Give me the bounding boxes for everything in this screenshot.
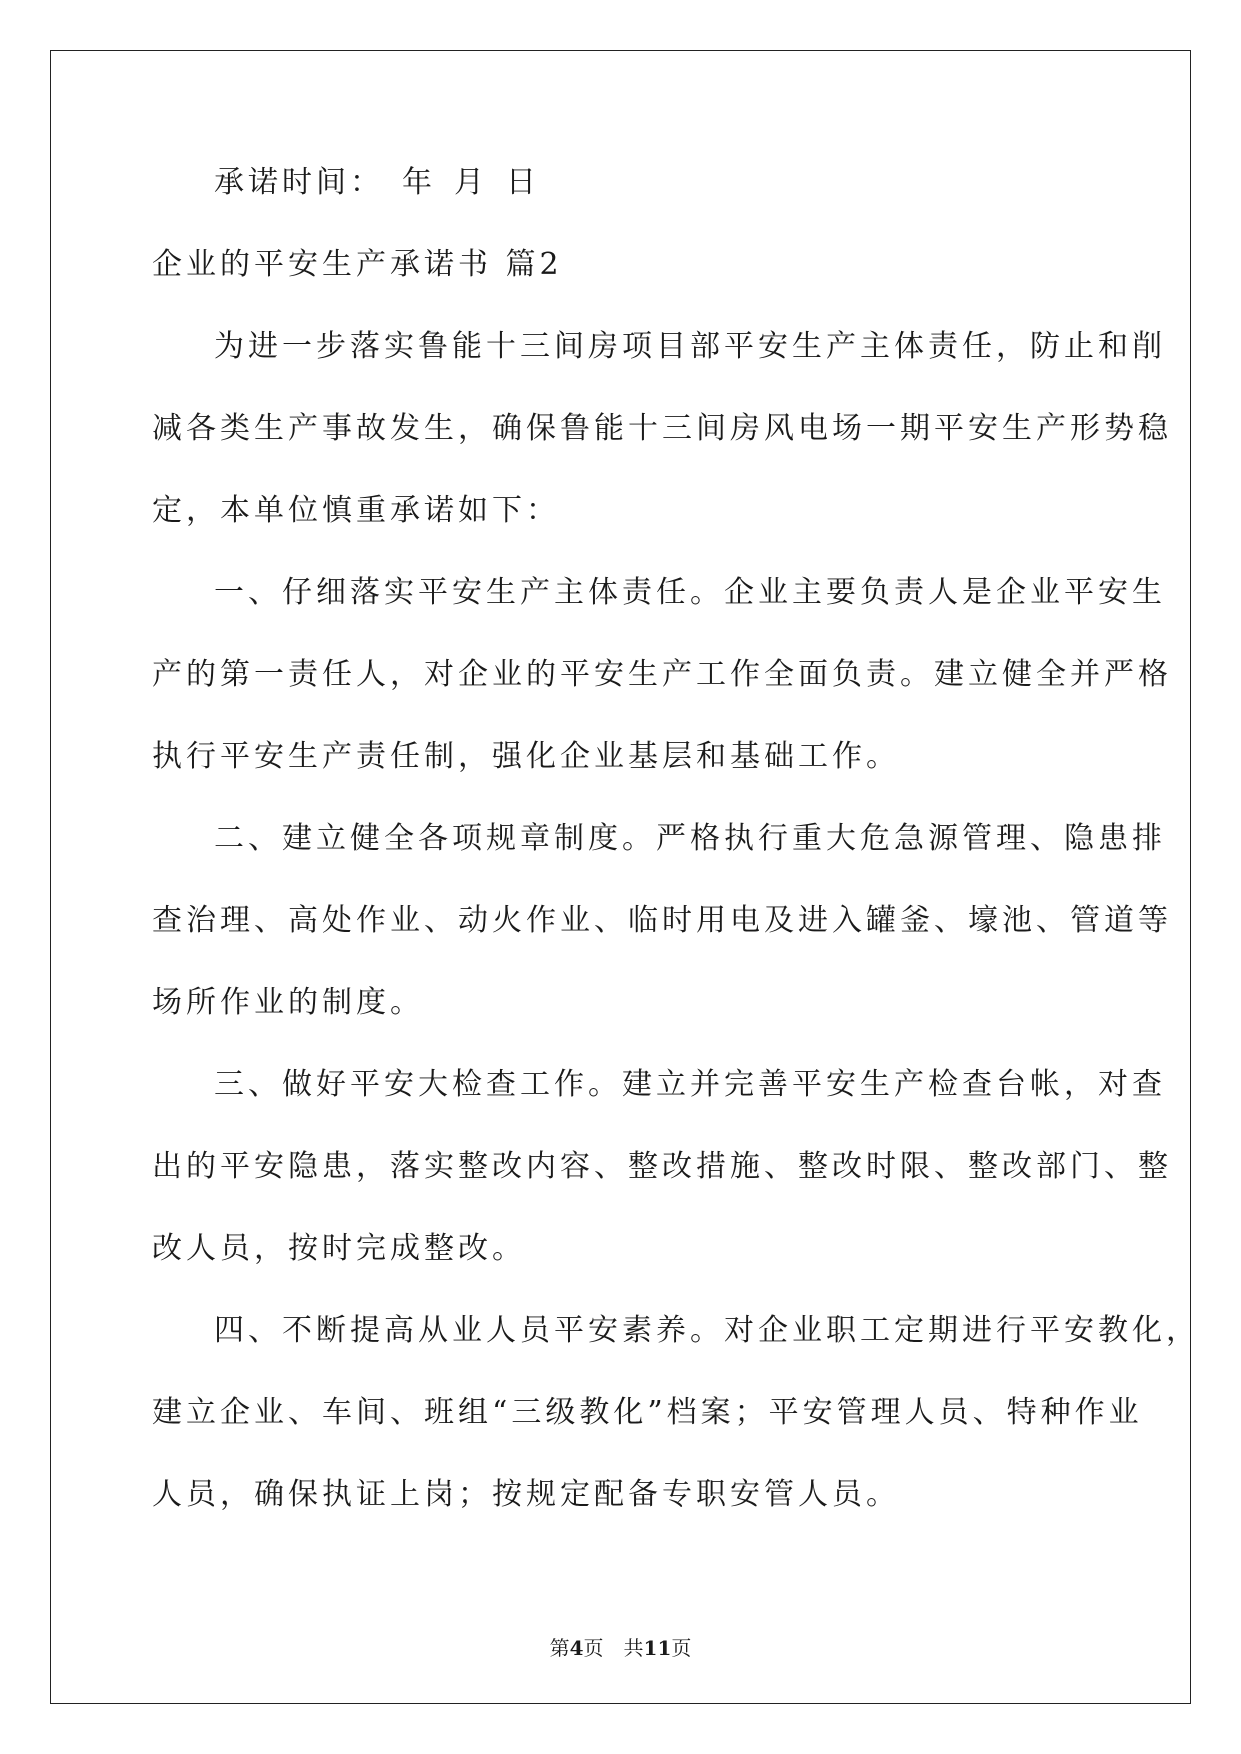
- item1-line-2: 产的第一责任人，对企业的平安生产工作全面负责。建立健全并严格: [152, 657, 1172, 692]
- item2-line-2: 查治理、高处作业、动火作业、临时用电及进入罐釜、壕池、管道等: [152, 903, 1172, 938]
- page-total: 11: [643, 1636, 672, 1660]
- item3-line-3: 改人员，按时完成整改。: [152, 1231, 526, 1266]
- page-prefix: 第: [549, 1636, 570, 1660]
- page-suffix: 页: [671, 1636, 692, 1660]
- commitment-date-line: [152, 165, 1087, 247]
- page-current: 4: [569, 1636, 584, 1660]
- item4-line-1: 四、不断提高从业人员平安素养。对企业职工定期进行平安教化，: [214, 1313, 1200, 1348]
- intro-line-3: 定，本单位慎重承诺如下：: [152, 493, 560, 528]
- item1-line-1: 一、仔细落实平安生产主体责任。企业主要负责人是企业平安生: [214, 575, 1166, 610]
- item1-line-3: 执行平安生产责任制，强化企业基层和基础工作。: [152, 739, 900, 774]
- intro-line-2: 减各类生产事故发生，确保鲁能十三间房风电场一期平安生产形势稳: [152, 411, 1172, 446]
- document-body: [152, 165, 1200, 1559]
- item4-line-3: 人员，确保执证上岗；按规定配备专职安管人员。: [152, 1477, 900, 1512]
- date-day: 日: [506, 165, 540, 200]
- date-month: 月: [454, 165, 488, 200]
- page-footer: [0, 1632, 1241, 1661]
- item3-line-1: 三、做好平安大检查工作。建立并完善平安生产检查台帐，对查: [214, 1067, 1166, 1102]
- section-title: 企业的平安生产承诺书 篇2: [152, 247, 563, 282]
- page-mid: 页 共: [583, 1636, 644, 1660]
- item2-line-1: 二、建立健全各项规章制度。严格执行重大危急源管理、隐患排: [214, 821, 1166, 856]
- date-year: 年: [402, 165, 436, 200]
- item4-line-2: 建立企业、车间、班组“三级教化”档案；平安管理人员、特种作业: [152, 1395, 1143, 1430]
- commitment-date-label: 承诺时间：: [214, 165, 384, 200]
- item3-line-2: 出的平安隐患，落实整改内容、整改措施、整改时限、整改部门、整: [152, 1149, 1172, 1184]
- item2-line-3: 场所作业的制度。: [152, 985, 424, 1020]
- intro-line-1: 为进一步落实鲁能十三间房项目部平安生产主体责任，防止和削: [214, 329, 1166, 364]
